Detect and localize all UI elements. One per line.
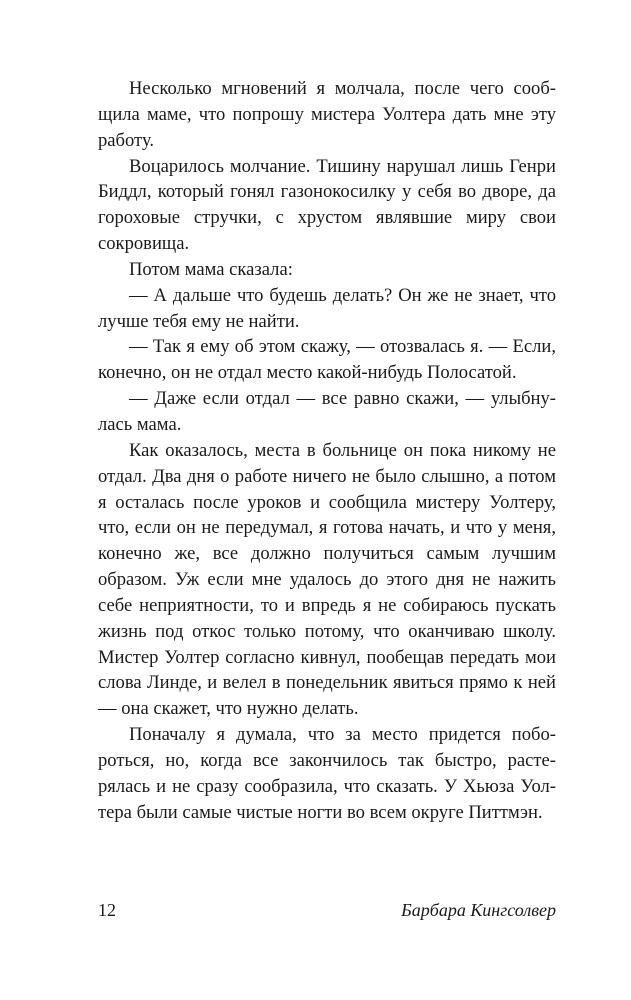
paragraph: Потом мама сказала: (129, 258, 293, 280)
dialogue-line: — Так я ему об этом скажу, — отозвалась я. — Если, конечно, он не отдал место какой-нибудь Полосатой. (98, 336, 556, 384)
page-number: 12 (98, 900, 116, 920)
paragraph: Как оказалось, места в больнице он пока никому не отдал. Два дня о работе ничего не было слышно, а потом я осталась после уроков и сообщила мистеру Уолтеру, что, если он не передумал, я готова начать, и что у меня, конечно же, все должно получиться самым лучшим образом. Уж если мне удалось до этого дня не нажить себе неприятности, то и впредь я не собираюсь пускать жизнь под откос только потому, что оканчиваю школу. Мистер Уолтер согласно кивнул, пообещав передать мои слова Линде, и велел в понедельник явиться прямо к ней — она скажет, что нужно делать. (98, 439, 556, 720)
paragraph: Поначалу я думала, что за место придется побороться, но, когда все закончилось так быстро, растерялась и не сразу сообразила, что сказать. У Хьюза Уолтера были самые чистые ногти во всем округе Питтмэн. (98, 724, 556, 823)
dialogue-line: — Даже если отдал — все равно скажи, — улыбнулась мама. (98, 388, 556, 435)
paragraph: Воцарилось молчание. Тишину нарушал лишь Генри Биддл, который гонял газонокосилку у себя во дворе, да гороховые стручки, с хрустом являвшие миру свои сокровища. (98, 155, 556, 255)
dialogue-line: — А дальше что будешь делать? Он же не знает, что лучше тебя ему не найти. (98, 284, 556, 332)
running-author: Барбара Кингсолвер (401, 900, 556, 920)
page-body (98, 76, 556, 825)
paragraph: Несколько мгновений я молчала, после чего сообщила маме, что попрошу мистера Уолтера дать мне эту работу. (98, 78, 556, 151)
